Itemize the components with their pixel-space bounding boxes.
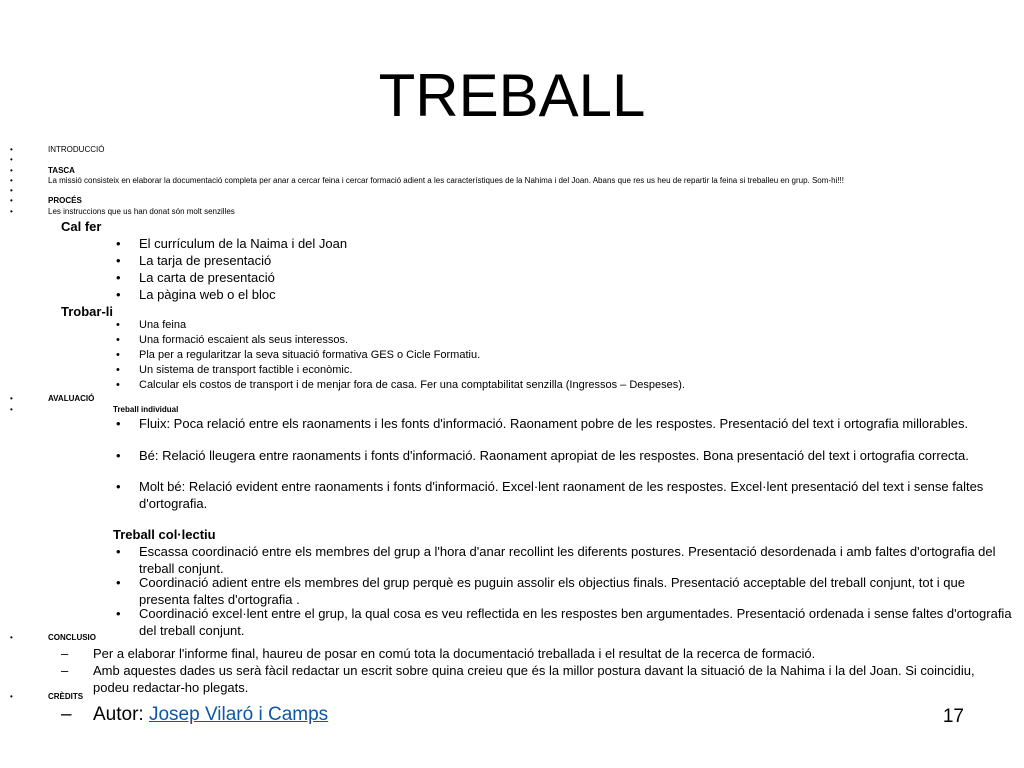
individual-item: Bé: Relació lleugera entre raonaments i fonts d'informació. Raonament apropiat de les respostes. Bona presentació del text i ortografia correcta. [139, 448, 969, 463]
dash-icon: – [61, 663, 69, 678]
bullet-icon: • [116, 253, 121, 268]
cal-fer-heading: Cal fer [61, 219, 102, 234]
bullet-icon: • [116, 416, 121, 431]
collectiu-item: Coordinació excel·lent entre el grup, la qual cosa es veu reflectida en les respostes ben argumentades. Presentació ordenada i sense faltes d'ortografia del treball conjunt. [139, 606, 1012, 638]
bullet-icon: • [116, 544, 121, 559]
conclusio-label: CONCLUSIO [48, 633, 96, 642]
bullet-icon: • [10, 405, 13, 414]
bullet-icon: • [116, 319, 120, 331]
bullet-icon: • [116, 270, 121, 285]
bullet-icon: • [116, 364, 120, 376]
author-link[interactable]: Josep Vilaró i Camps [148, 704, 329, 725]
treball-individual-label: Treball individual [113, 405, 179, 414]
cal-fer-item: El currículum de la Naima i del Joan [139, 236, 348, 251]
dash-icon: – [61, 646, 69, 661]
bullet-icon: • [116, 236, 121, 251]
avaluacio-label: AVALUACIÓ [48, 394, 95, 403]
collectiu-item: Coordinació adient entre els membres del grup perquè es puguin assolir els objectius finals. Presentació acceptable del treball conjunt, tot i que presenta faltes d'ortografia . [139, 575, 965, 607]
bullet-icon: • [116, 479, 121, 494]
bullet-icon: • [10, 633, 13, 642]
author-line [93, 704, 328, 726]
cal-fer-item: La tarja de presentació [139, 253, 272, 268]
collectiu-item: Escassa coordinació entre els membres del grup a l'hora d'anar recollint les diferents postures. Presentació desordenada i amb faltes d'ortografia del treball conjunt. [139, 544, 996, 576]
bullet-icon: • [116, 379, 120, 391]
conclusio-item: Amb aquestes dades us serà fàcil redactar un escrit sobre quina creieu que és la millor postura davant la situació de la Nahima i la del Joan. Si coincidiu, podeu redactar-ho plegats. [93, 663, 975, 695]
bullet-icon: • [116, 448, 121, 463]
bullet-icon: • [116, 287, 121, 302]
tasca-label: TASCA [48, 166, 75, 175]
bullet-icon: • [10, 394, 13, 403]
trobar-item: Calcular els costos de transport i de menjar fora de casa. Fer una comptabilitat senzilla (Ingressos – Despeses). [139, 379, 685, 391]
bullet-icon: • [10, 186, 13, 195]
bullet-icon: • [10, 692, 13, 701]
bullet-icon: • [10, 196, 13, 205]
dash-icon: – [61, 704, 72, 725]
author-label: Autor: [93, 704, 149, 725]
bullet-icon: • [10, 207, 13, 216]
cal-fer-item: La carta de presentació [139, 270, 275, 285]
tasca-text: La missió consisteix en elaborar la documentació completa per anar a cercar feina i cercar formació adient a les característiques de la Nahima i del Joan. Abans que res us heu de repartir la feina si treballeu en grup. Som-hi!!! [48, 176, 844, 185]
individual-item: Fluix: Poca relació entre els raonaments i les fonts d'informació. Raonament pobre de les respostes. Presentació del text i ortografia millorables. [139, 416, 969, 431]
bullet-icon: • [116, 349, 120, 361]
proces-label: PROCÉS [48, 196, 82, 205]
trobar-item: Una formació escaient als seus interessos. [139, 334, 349, 346]
treball-collectiu-heading: Treball col·lectiu [113, 527, 216, 542]
conclusio-item: Per a elaborar l'informe final, haureu de posar en comú tota la documentació treballada i el resultat de la recerca de formació. [93, 646, 816, 661]
trobar-item: Una feina [139, 319, 187, 331]
slide-title: TREBALL [378, 62, 646, 129]
intro-label: INTRODUCCIÓ [48, 145, 105, 154]
bullet-icon: • [10, 145, 13, 154]
proces-text: Les instruccions que us han donat són molt senzilles [48, 207, 235, 216]
bullet-icon: • [116, 606, 121, 621]
trobar-heading: Trobar-li [61, 304, 114, 319]
trobar-item: Pla per a regularitzar la seva situació formativa GES o Cicle Formatiu. [139, 349, 481, 361]
bullet-icon: • [10, 155, 13, 164]
credits-label: CRÈDITS [48, 692, 84, 701]
page-number: 17 [942, 706, 964, 727]
cal-fer-item: La pàgina web o el bloc [139, 287, 276, 302]
trobar-item: Un sistema de transport factible i econòmic. [139, 364, 353, 376]
bullet-icon: • [10, 176, 13, 185]
bullet-icon: • [116, 575, 121, 590]
individual-item: Molt bé: Relació evident entre raonaments i fonts d'informació. Excel·lent raonament de les respostes. Excel·lent presentació del text i sense faltes d'ortografia. [139, 479, 984, 511]
bullet-icon: • [116, 334, 120, 346]
bullet-icon: • [10, 166, 13, 175]
